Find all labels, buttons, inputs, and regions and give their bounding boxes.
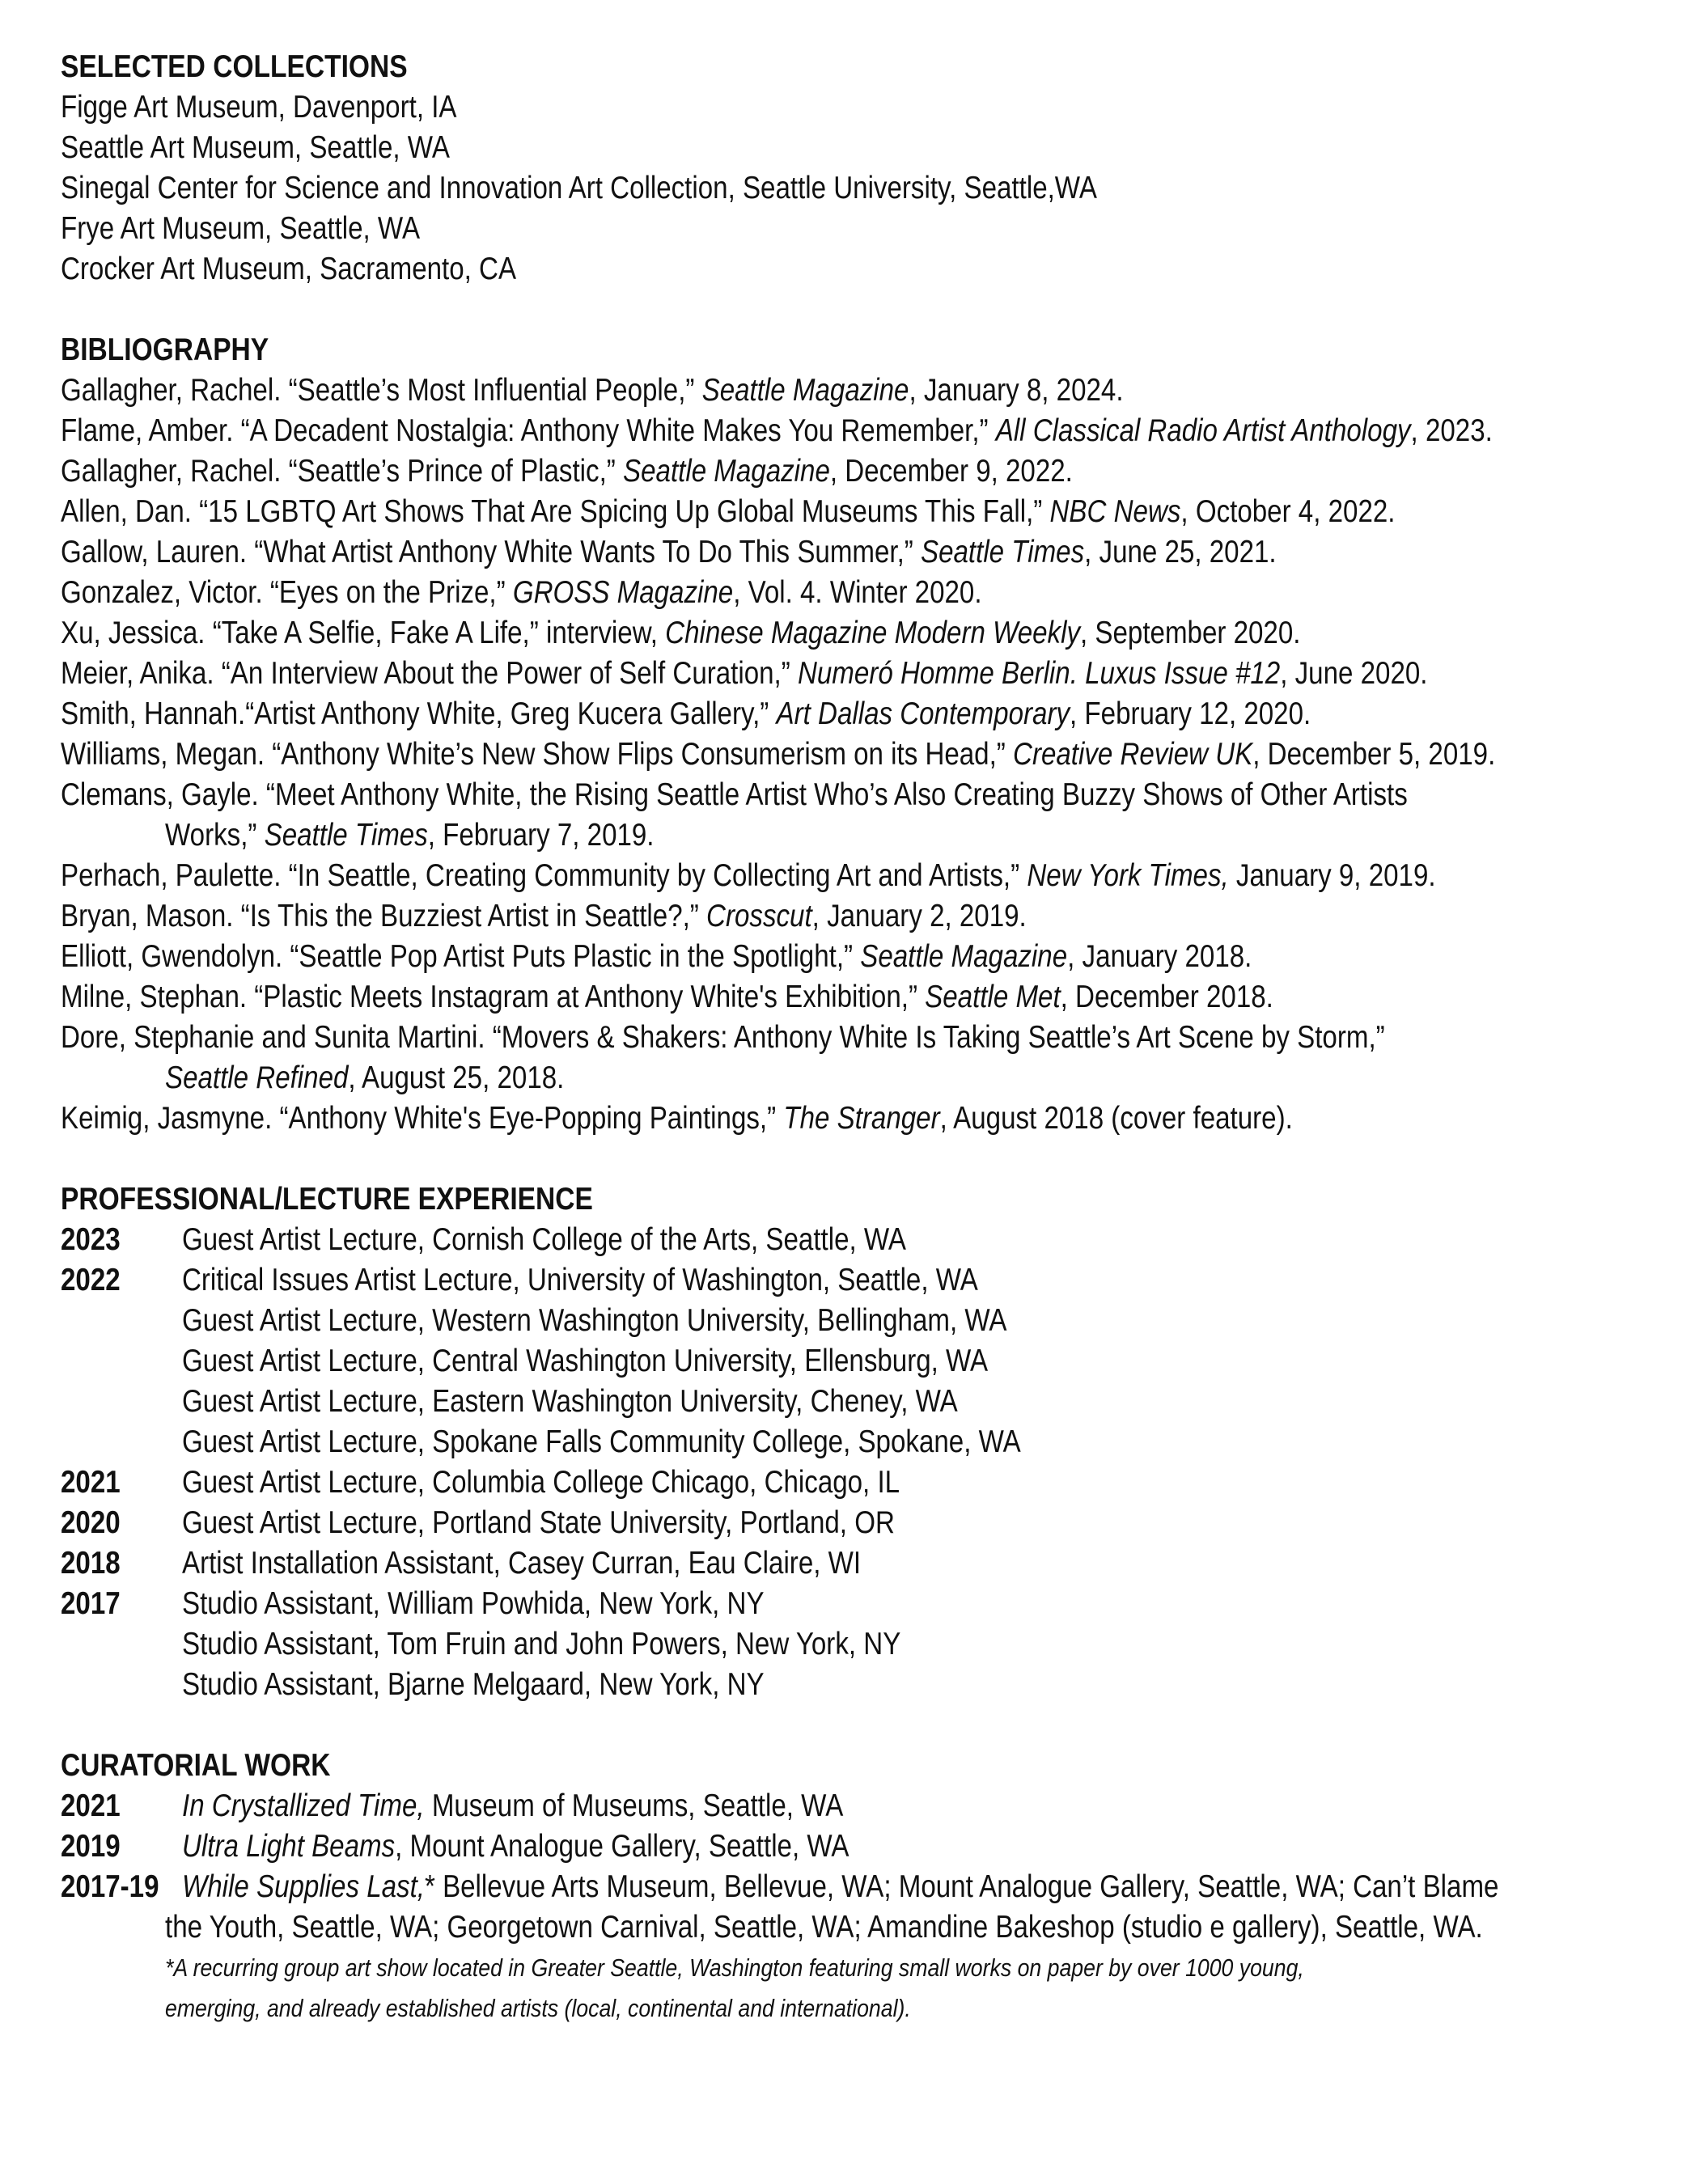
publication-name: All Classical Radio Artist Anthology (995, 413, 1411, 448)
entry-text: Gallagher, Rachel. “Seattle’s Prince of Plastic,” (61, 454, 624, 489)
entry-text: Meier, Anika. “An Interview About the Power of Self Curation,” (61, 656, 798, 691)
entry-text: Keimig, Jasmyne. “Anthony White's Eye-Popping Paintings,” (61, 1101, 784, 1136)
entry-date: , October 4, 2022. (1180, 494, 1396, 529)
entry-text: Gonzalez, Victor. “Eyes on the Prize,” (61, 575, 513, 610)
experience-row (61, 1382, 1679, 1422)
collections-section (61, 47, 1679, 290)
entry-date: , February 12, 2020. (1070, 696, 1311, 731)
collection-item: Crocker Art Museum, Sacramento, CA (61, 252, 517, 286)
experience-text: Guest Artist Lecture, Western Washington University, Bellingham, WA (182, 1303, 1007, 1338)
publication-name: Seattle Met (925, 980, 1061, 1014)
year-label (61, 1260, 182, 1301)
bibliography-entry (61, 896, 1452, 937)
experience-row (61, 1341, 1679, 1382)
section-heading: SELECTED COLLECTIONS (61, 49, 408, 84)
entry-text: Williams, Megan. “Anthony White’s New Show Flips Consumerism on its Head,” (61, 737, 1014, 772)
curatorial-footnote: emerging, and already established artists (local, continental and international). (165, 1994, 911, 2022)
curatorial-row (61, 1786, 1679, 1826)
collection-item: Sinegal Center for Science and Innovation Art Collection, Seattle University, Seattle,WA (61, 171, 1097, 205)
experience-row (61, 1422, 1679, 1462)
curatorial-section (61, 1746, 1679, 2029)
entry-text: Dore, Stephanie and Sunita Martini. “Movers & Shakers: Anthony White Is Taking Seattle’s Art Scene by Storm,” (61, 1020, 1385, 1055)
entry-text: Gallow, Lauren. “What Artist Anthony White Wants To Do This Summer,” (61, 535, 922, 569)
bibliography-entry (61, 694, 1452, 734)
year-text: 2020 (61, 1505, 121, 1540)
year-label (61, 1462, 182, 1503)
entry-text: Allen, Dan. “15 LGBTQ Art Shows That Are Spicing Up Global Museums This Fall,” (61, 494, 1050, 529)
experience-row (61, 1503, 1679, 1543)
section-heading: PROFESSIONAL/LECTURE EXPERIENCE (61, 1182, 593, 1217)
experience-text: Studio Assistant, William Powhida, New York, NY (182, 1586, 765, 1621)
publication-name: Crosscut (706, 899, 812, 933)
year-text: 2018 (61, 1546, 121, 1581)
bibliography-entry (61, 937, 1452, 977)
year-text: 2022 (61, 1263, 121, 1297)
entry-date: , 2023. (1410, 413, 1493, 448)
year-label (61, 1503, 182, 1543)
publication-name: Seattle Refined (165, 1060, 349, 1095)
entry-text: Works,” (165, 818, 265, 853)
bibliography-entry (61, 370, 1452, 411)
publication-name: Chinese Magazine Modern Weekly (665, 616, 1081, 650)
publication-name: Seattle Times (921, 535, 1085, 569)
entry-text: Perhach, Paulette. “In Seattle, Creating Community by Collecting Art and Artists,” (61, 858, 1027, 893)
curatorial-row (61, 1867, 1679, 1907)
bibliography-entry (61, 573, 1452, 613)
year-text: 2017-19 (61, 1869, 159, 1904)
experience-text: Guest Artist Lecture, Spokane Falls Community College, Spokane, WA (182, 1424, 1021, 1459)
experience-text: Studio Assistant, Bjarne Melgaard, New York, NY (182, 1667, 765, 1702)
bibliography-entry-continuation (61, 815, 1452, 856)
experience-text: Guest Artist Lecture, Cornish College of the Arts, Seattle, WA (182, 1222, 906, 1257)
publication-name: Numeró Homme Berlin. Luxus Issue #12 (797, 656, 1281, 691)
year-label (61, 1543, 182, 1584)
collection-item: Seattle Art Museum, Seattle, WA (61, 130, 450, 165)
entry-text: Xu, Jessica. “Take A Selfie, Fake A Life,” interview, (61, 616, 666, 650)
curatorial-text (182, 1867, 1498, 1907)
experience-text: Artist Installation Assistant, Casey Curran, Eau Claire, WI (182, 1546, 862, 1581)
cv-page (61, 47, 1679, 2029)
year-label (61, 1867, 182, 1907)
bibliography-entry (61, 734, 1496, 775)
year-label (61, 1220, 182, 1260)
bibliography-entry (61, 532, 1452, 573)
experience-row (61, 1543, 1679, 1584)
show-venue: Museum of Museums, Seattle, WA (424, 1788, 844, 1823)
year-label (61, 1341, 182, 1382)
bibliography-entry-continuation (61, 1058, 1452, 1098)
curatorial-row-continuation: the Youth, Seattle, WA; Georgetown Carnival, Seattle, WA; Amandine Bakeshop (studio e gallery), Seattle, WA. (165, 1910, 1483, 1945)
year-label (61, 1584, 182, 1624)
entry-date: , Vol. 4. Winter 2020. (733, 575, 982, 610)
entry-date: , January 8, 2024. (909, 373, 1124, 408)
collection-item: Frye Art Museum, Seattle, WA (61, 211, 421, 246)
entry-text: Clemans, Gayle. “Meet Anthony White, the Rising Seattle Artist Who’s Also Creating Buzzy Shows of Other Artists (61, 777, 1408, 812)
experience-row (61, 1301, 1679, 1341)
bibliography-entry (61, 492, 1452, 532)
experience-text: Critical Issues Artist Lecture, University of Washington, Seattle, WA (182, 1263, 978, 1297)
entry-text: Milne, Stephan. “Plastic Meets Instagram at Anthony White's Exhibition,” (61, 980, 926, 1014)
show-venue: , Mount Analogue Gallery, Seattle, WA (395, 1829, 850, 1864)
bibliography-entry (61, 1018, 1452, 1058)
entry-date: , December 9, 2022. (829, 454, 1073, 489)
experience-text: Studio Assistant, Tom Fruin and John Powers, New York, NY (182, 1627, 901, 1661)
bibliography-list (61, 370, 1679, 1139)
entry-date: , January 2, 2019. (811, 899, 1027, 933)
curatorial-row (61, 1826, 1679, 1867)
publication-name: New York Times, (1027, 858, 1229, 893)
show-venue: * Bellevue Arts Museum, Bellevue, WA; Mount Analogue Gallery, Seattle, WA; Can’t Blame (424, 1869, 1499, 1904)
curatorial-text (182, 1826, 849, 1867)
curatorial-text (182, 1786, 843, 1826)
publication-name: Seattle Times (264, 818, 428, 853)
entry-date: , June 2020. (1280, 656, 1428, 691)
entry-text: Elliott, Gwendolyn. “Seattle Pop Artist Puts Plastic in the Spotlight,” (61, 939, 861, 974)
year-text: 2023 (61, 1222, 121, 1257)
bibliography-entry (61, 411, 1493, 451)
year-text: 2017 (61, 1586, 121, 1621)
entry-date: , August 2018 (cover feature). (939, 1101, 1293, 1136)
experience-text: Guest Artist Lecture, Portland State University, Portland, OR (182, 1505, 895, 1540)
year-label (61, 1826, 182, 1867)
publication-name: Creative Review UK (1013, 737, 1253, 772)
collection-item: Figge Art Museum, Davenport, IA (61, 90, 457, 125)
entry-date: , September 2020. (1080, 616, 1301, 650)
bibliography-entry (61, 1098, 1452, 1139)
entry-text: Smith, Hannah.“Artist Anthony White, Greg Kucera Gallery,” (61, 696, 777, 731)
year-label (61, 1665, 182, 1705)
experience-row (61, 1260, 1679, 1301)
bibliography-entry (61, 856, 1452, 896)
entry-date: , August 25, 2018. (348, 1060, 565, 1095)
bibliography-entry (61, 977, 1452, 1018)
publication-name: Seattle Magazine (623, 454, 830, 489)
experience-row (61, 1584, 1679, 1624)
curatorial-list (61, 1786, 1679, 1948)
entry-date: , January 2018. (1067, 939, 1252, 974)
publication-name: The Stranger (783, 1101, 940, 1136)
year-label (61, 1382, 182, 1422)
entry-date: , February 7, 2019. (427, 818, 655, 853)
show-title: Ultra Light Beams (182, 1829, 396, 1864)
entry-text: Bryan, Mason. “Is This the Buzziest Artist in Seattle?,” (61, 899, 707, 933)
entry-date: , June 25, 2021. (1084, 535, 1277, 569)
experience-text: Guest Artist Lecture, Eastern Washington University, Cheney, WA (182, 1384, 958, 1419)
curatorial-footnote: *A recurring group art show located in Greater Seattle, Washington featuring small works on paper by over 1000 young, (165, 1953, 1304, 1982)
publication-name: Seattle Magazine (860, 939, 1068, 974)
show-title: While Supplies Last, (182, 1869, 425, 1904)
publication-name: GROSS Magazine (512, 575, 734, 610)
year-label (61, 1422, 182, 1462)
entry-date: , December 5, 2019. (1252, 737, 1496, 772)
bibliography-entry (61, 775, 1452, 815)
professional-list (61, 1220, 1679, 1705)
entry-date: January 9, 2019. (1228, 858, 1436, 893)
bibliography-section (61, 330, 1679, 1139)
year-text: 2021 (61, 1788, 121, 1823)
show-title: In Crystallized Time, (182, 1788, 425, 1823)
professional-section (61, 1179, 1679, 1705)
bibliography-entry (61, 613, 1452, 654)
publication-name: Art Dallas Contemporary (776, 696, 1070, 731)
year-label (61, 1301, 182, 1341)
year-label (61, 1624, 182, 1665)
entry-text: Gallagher, Rachel. “Seattle’s Most Influential People,” (61, 373, 702, 408)
year-text: 2019 (61, 1829, 121, 1864)
entry-date: , December 2018. (1060, 980, 1273, 1014)
section-heading: CURATORIAL WORK (61, 1748, 331, 1783)
bibliography-entry (61, 451, 1452, 492)
experience-row (61, 1665, 1679, 1705)
experience-row (61, 1462, 1679, 1503)
year-label (61, 1786, 182, 1826)
experience-text: Guest Artist Lecture, Columbia College Chicago, Chicago, IL (182, 1465, 900, 1500)
entry-text: Flame, Amber. “A Decadent Nostalgia: Anthony White Makes You Remember,” (61, 413, 996, 448)
experience-text: Guest Artist Lecture, Central Washington University, Ellensburg, WA (182, 1344, 989, 1378)
year-text: 2021 (61, 1465, 121, 1500)
experience-row (61, 1220, 1679, 1260)
section-heading: BIBLIOGRAPHY (61, 332, 269, 367)
publication-name: NBC News (1049, 494, 1181, 529)
publication-name: Seattle Magazine (701, 373, 909, 408)
bibliography-entry (61, 654, 1452, 694)
experience-row (61, 1624, 1679, 1665)
